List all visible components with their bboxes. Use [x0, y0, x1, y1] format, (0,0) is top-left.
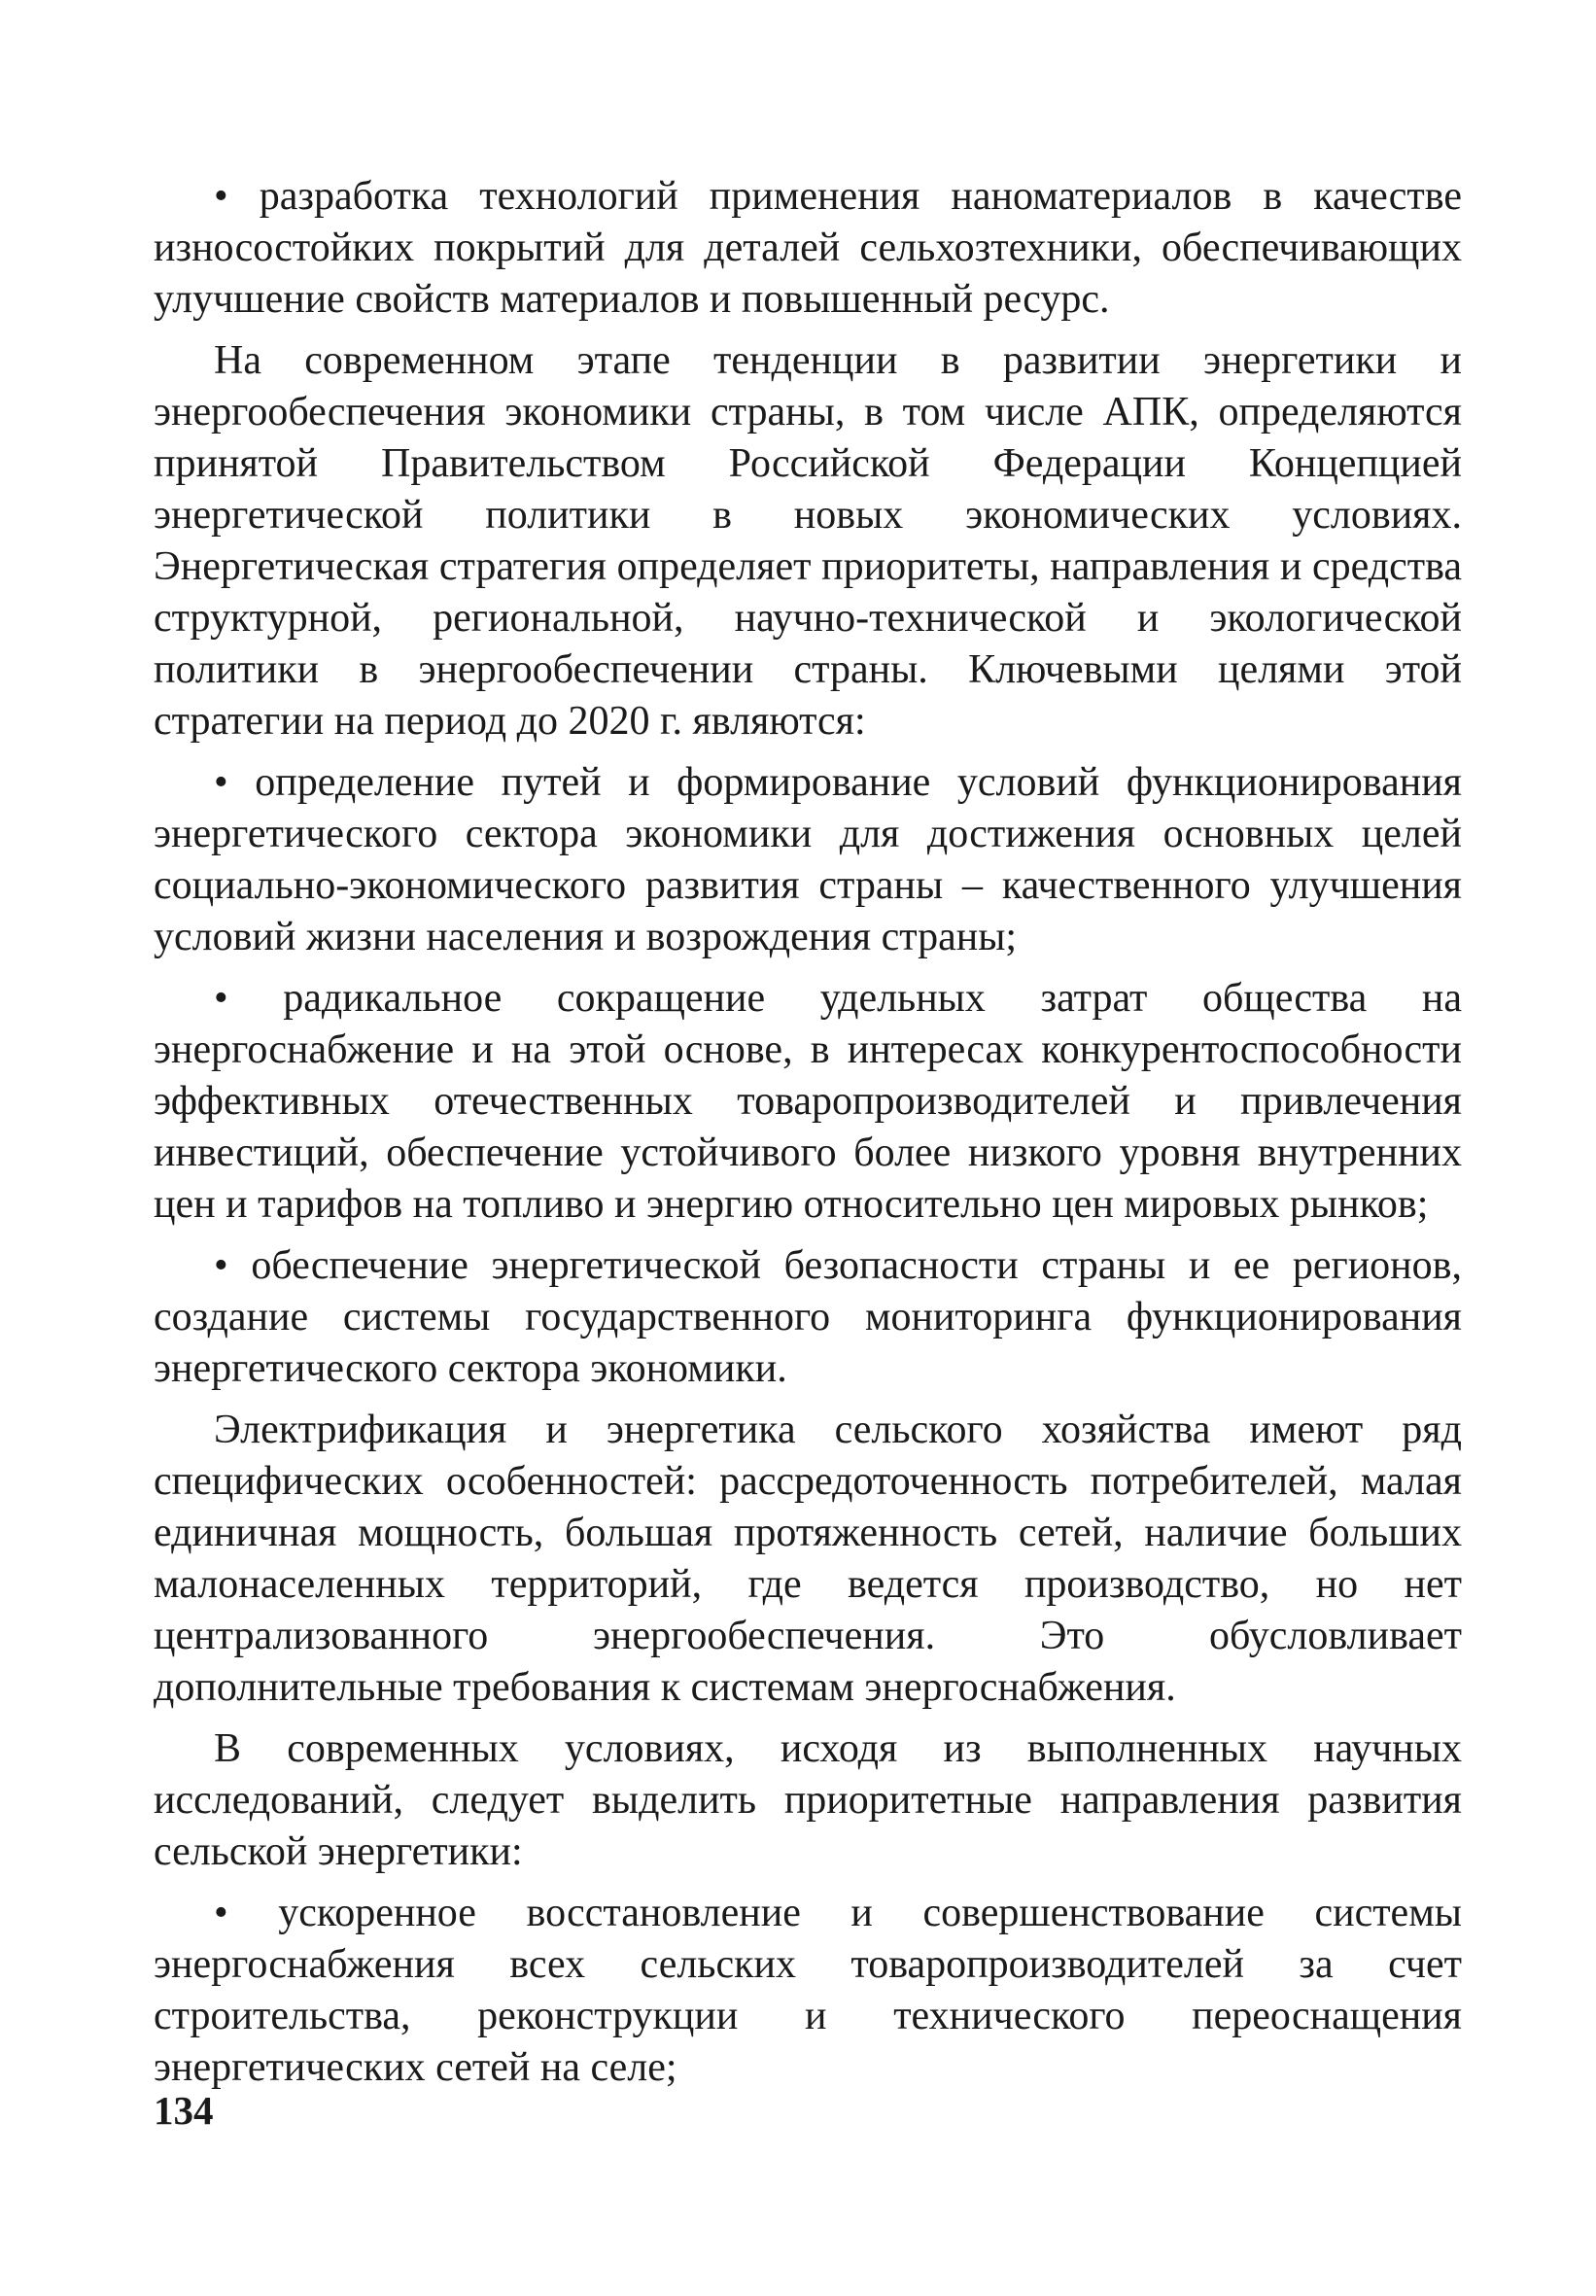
bullet-paragraph: • определение путей и формирование условий функционирования энергетического сектора экономики для достижения основных целей социально-экономического развития страны – качественного улучшения условий жизни населения и возрождения страны;	[154, 760, 1462, 959]
bullet-paragraph: • обеспечение энергетической безопасности страны и ее регионов, создание системы государственного мониторинга функционирования энергетического сектора экономики.	[154, 1243, 1462, 1391]
bullet-paragraph: • ускоренное восстановление и совершенствование системы энергоснабжения всех сельских товаропроизводителей за счет строительства, реконструкции и технического переоснащения энергетических сетей на селе;	[154, 1891, 1462, 2090]
paragraph: Электрификация и энергетика сельского хозяйства имеют ряд специфических особенностей: рассредоточенность потребителей, малая единичная мощность, большая протяженность сетей, наличие больших малонаселенных территорий, где ведется производство, но нет централизованного энергообеспечения. Это обусловливает дополнительные требования к системам энергоснабжения.	[154, 1408, 1462, 1710]
body-text	[154, 171, 1462, 2104]
page-number: 134	[154, 2088, 214, 2133]
paragraph: В современных условиях, исходя из выполненных научных исследований, следует выделить приоритетные направления развития сельской энергетики:	[154, 1726, 1462, 1874]
bullet-paragraph: • радикальное сокращение удельных затрат общества на энергоснабжение и на этой основе, в интересах конкурентоспособности эффективных отечественных товаропроизводителей и привлечения инвестиций, обеспечение устойчивого более низкого уровня внутренних цен и тарифов на топливо и энергию относительно цен мировых рынков;	[154, 976, 1462, 1227]
paragraph: На современном этапе тенденции в развитии энергетики и энергообеспечения экономики страны, в том числе АПК, определяются принятой Правительством Российской Федерации Концепцией энергетической политики в новых экономических условиях. Энергетическая стратегия определяет приоритеты, направления и средства структурной, региональной, научно-технической и экологической политики в энергообеспечении страны. Ключевыми целями этой стратегии на период до 2020 г. являются:	[154, 338, 1462, 744]
bullet-paragraph: • разработка технологий применения наноматериалов в качестве износостойких покрытий для деталей сельхозтехники, обеспечивающих улучшение свойств материалов и повышенный ресурс.	[154, 174, 1462, 322]
